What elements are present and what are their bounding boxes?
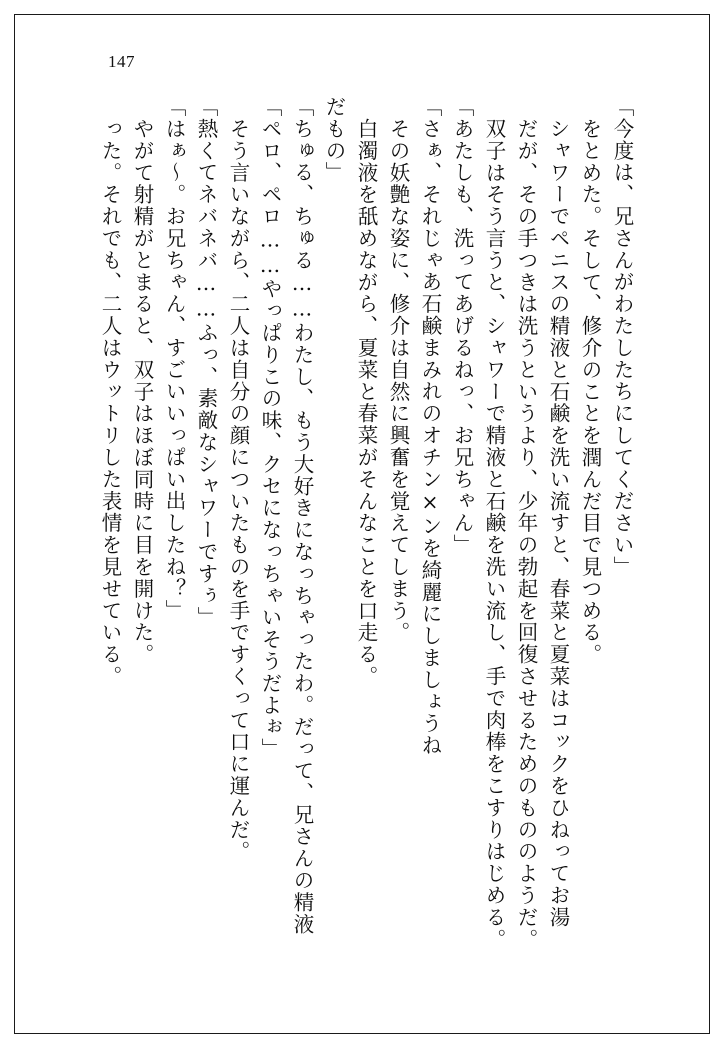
text-line: やがて射精がとまると、双子はほぼ同時に目を開けた。: [130, 118, 154, 666]
vertical-text-block: [88, 96, 648, 976]
page-number: 147: [108, 52, 135, 71]
text-line: だが、その手つきは洗うというより、少年の勃起を回復させるためのもののようだ。: [514, 118, 538, 951]
text-line: そう言いながら、二人は自分の顔についたものを手ですくって口に運んだ。: [226, 118, 250, 863]
text-line: だもの」: [322, 96, 346, 184]
text-line: 「今度は、兄さんがわたしたちにしてください」: [610, 96, 634, 578]
text-line: 「あたしも、洗ってあげるねっ、お兄ちゃん」: [450, 96, 474, 556]
text-line: 「ペロ、ペロ……やっぱりこの味、クセになっちゃいそうだよぉ」: [258, 96, 282, 760]
text-line: 「熱くてネバネバ……ふっ、素敵なシャワーですぅ」: [194, 96, 218, 629]
text-line: 双子はそう言うと、シャワーで精液と石鹸を洗い流し、手で肉棒をこすりはじめる。: [482, 118, 506, 951]
text-line: 「はぁ～。お兄ちゃん、すごいいっぱい出したね？」: [162, 96, 186, 622]
text-line: 「ちゅる、ちゅる……わたし、もう大好きになっちゃったわ。だって、兄さんの精液: [290, 96, 314, 936]
text-line: 「さぁ、それじゃあ石鹸まみれのオチン×ンを綺麗にしましょうね: [418, 96, 442, 757]
text-line: った。それでも、二人はウットリした表情を見せている。: [98, 118, 122, 688]
text-line: をとめた。そして、修介のことを潤んだ目で見つめる。: [578, 118, 602, 666]
text-line: 白濁液を舐めながら、夏菜と春菜がそんなことを口走る。: [354, 118, 378, 688]
text-line: その妖艶な姿に、修介は自然に興奮を覚えてしまう。: [386, 118, 410, 644]
text-line: シャワーでペニスの精液と石鹸を洗い流すと、春菜と夏菜はコックをひねってお湯: [546, 118, 570, 929]
